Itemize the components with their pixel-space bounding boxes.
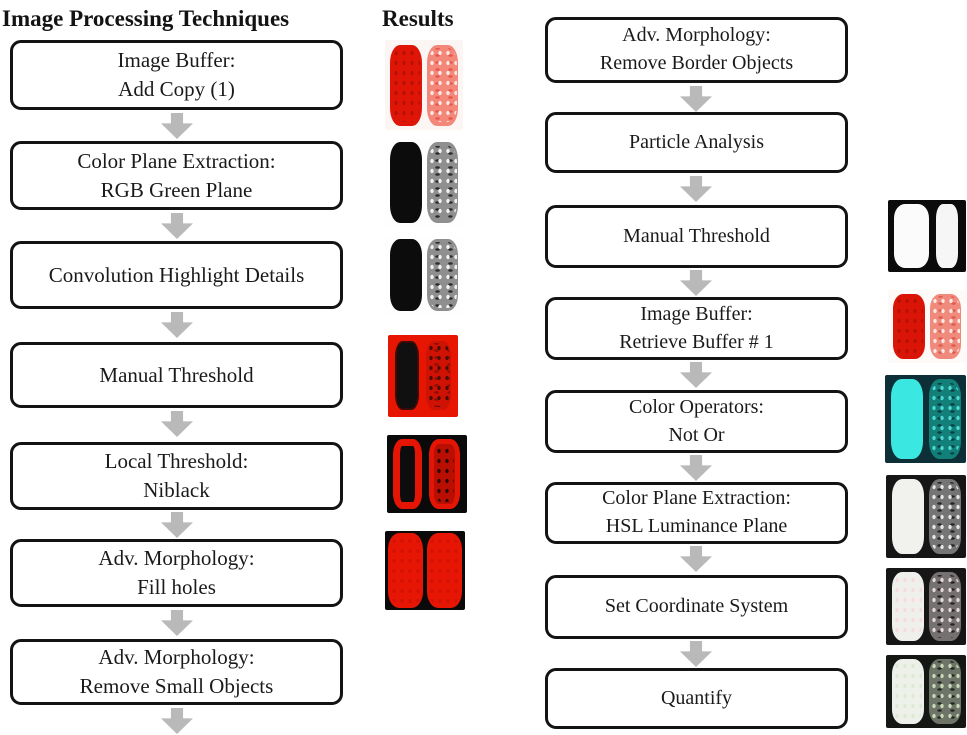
flow-box-label: HSL Luminance Plane	[605, 515, 788, 537]
flow-box-label: Image Buffer:	[117, 48, 236, 73]
result-thumbnail-manual-threshold-right	[888, 200, 966, 272]
capsule-image	[894, 204, 928, 269]
flow-box-label: Color Plane Extraction:	[77, 148, 276, 173]
flow-arrow-down-icon	[680, 455, 712, 481]
flow-box-label: Particle Analysis	[629, 130, 764, 153]
capsule-image	[390, 239, 421, 311]
capsule-image	[929, 379, 961, 458]
flow-arrow-down-icon	[161, 213, 193, 239]
capsule-image	[395, 341, 419, 410]
flow-box-label: Adv. Morphology:	[622, 24, 771, 47]
capsule-image	[429, 439, 459, 509]
capsule-image	[930, 294, 961, 360]
flow-box-color-plane-extraction-rgb	[10, 141, 343, 210]
capsule-image	[936, 204, 958, 269]
flow-arrow-down-icon	[680, 362, 712, 388]
result-thumbnail-fill-holes	[385, 531, 465, 610]
capsule-image	[929, 479, 961, 554]
flow-arrow-down-icon	[161, 708, 193, 734]
flow-arrow-down-icon	[680, 641, 712, 667]
flow-arrow-down-icon	[680, 270, 712, 296]
capsule-image	[892, 479, 924, 554]
flow-arrow-down-icon	[161, 312, 193, 338]
results-column-title: Results	[382, 6, 454, 31]
flow-box-label: Manual Threshold	[623, 224, 770, 247]
flow-arrow-down-icon	[161, 113, 193, 139]
result-thumbnail-not-or	[885, 375, 966, 463]
flow-box-label: RGB Green Plane	[100, 177, 253, 202]
flow-box-color-operators-not-or	[545, 390, 848, 453]
result-thumbnail-convolution	[385, 235, 463, 315]
result-thumbnail-rgb-green-plane	[385, 138, 463, 227]
capsule-image	[390, 45, 421, 126]
result-thumbnail-add-copy	[385, 40, 463, 130]
flow-box-color-plane-extraction-hsl	[545, 482, 848, 544]
flow-box-label: Convolution Highlight Details	[48, 262, 305, 287]
flow-arrow-down-icon	[680, 176, 712, 202]
flow-arrow-down-icon	[680, 86, 712, 112]
capsule-image	[427, 533, 462, 607]
result-thumbnail-hsl-luminance	[886, 475, 966, 558]
flow-box-particle-analysis	[545, 112, 848, 173]
flow-box-manual-threshold-left	[10, 342, 343, 408]
flow-box-label: Local Threshold:	[104, 449, 249, 474]
result-thumbnail-manual-threshold-left	[388, 335, 458, 417]
capsule-image	[427, 45, 458, 126]
flow-box-set-coordinate-system	[545, 575, 848, 639]
flow-box-image-buffer-retrieve	[545, 297, 848, 360]
result-thumbnail-niblack	[387, 435, 467, 513]
flow-box-adv-morphology-remove-small-objects	[10, 639, 343, 705]
capsule-image	[390, 142, 421, 222]
flow-box-manual-threshold-right	[545, 205, 848, 268]
capsule-image	[891, 379, 923, 458]
result-thumbnail-retrieve-buffer	[888, 290, 966, 363]
capsule-image	[929, 572, 961, 641]
flow-box-label: Niblack	[143, 478, 210, 502]
flow-box-label: Adv. Morphology:	[98, 546, 255, 571]
capsule-image	[427, 239, 458, 311]
flow-arrow-down-icon	[680, 546, 712, 572]
flow-box-label: Set Coordinate System	[604, 595, 789, 618]
flow-box-local-threshold-niblack	[10, 442, 343, 510]
flow-box-label: Add Copy (1)	[118, 77, 235, 101]
capsule-image	[388, 533, 423, 607]
flow-box-label: Manual Threshold	[99, 362, 254, 387]
capsule-image	[426, 341, 451, 410]
flow-box-label: Fill holes	[137, 575, 216, 599]
capsule-image	[427, 142, 458, 222]
flow-box-quantify	[545, 668, 848, 729]
flow-box-label: Image Buffer:	[640, 302, 753, 325]
flow-arrow-down-icon	[161, 610, 193, 636]
flow-box-label: Remove Border Objects	[599, 52, 794, 74]
flow-box-label: Quantify	[660, 686, 733, 709]
capsule-image	[929, 659, 961, 725]
techniques-column-title: Image Processing Techniques	[2, 6, 290, 31]
result-thumbnail-set-coordinate-system	[886, 568, 966, 645]
flow-box-image-buffer-add-copy	[10, 40, 343, 110]
flow-box-adv-morphology-remove-border-objects	[545, 17, 848, 83]
capsule-image	[393, 439, 422, 509]
flow-box-label: Retrieve Buffer # 1	[619, 330, 774, 353]
result-thumbnail-quantify	[886, 655, 966, 728]
capsule-image	[893, 294, 924, 360]
flow-box-label: Color Plane Extraction:	[602, 487, 791, 510]
flow-box-label: Remove Small Objects	[79, 674, 274, 698]
flow-box-label: Color Operators:	[629, 395, 764, 418]
capsule-image	[892, 572, 924, 641]
flow-arrow-down-icon	[161, 411, 193, 437]
flow-box-convolution-highlight-details	[10, 241, 343, 309]
flow-box-label: Not Or	[668, 423, 725, 446]
flow-box-adv-morphology-fill-holes	[10, 539, 343, 607]
capsule-image	[892, 659, 924, 725]
flow-arrow-down-icon	[161, 512, 193, 538]
flow-box-label: Adv. Morphology:	[98, 645, 255, 670]
